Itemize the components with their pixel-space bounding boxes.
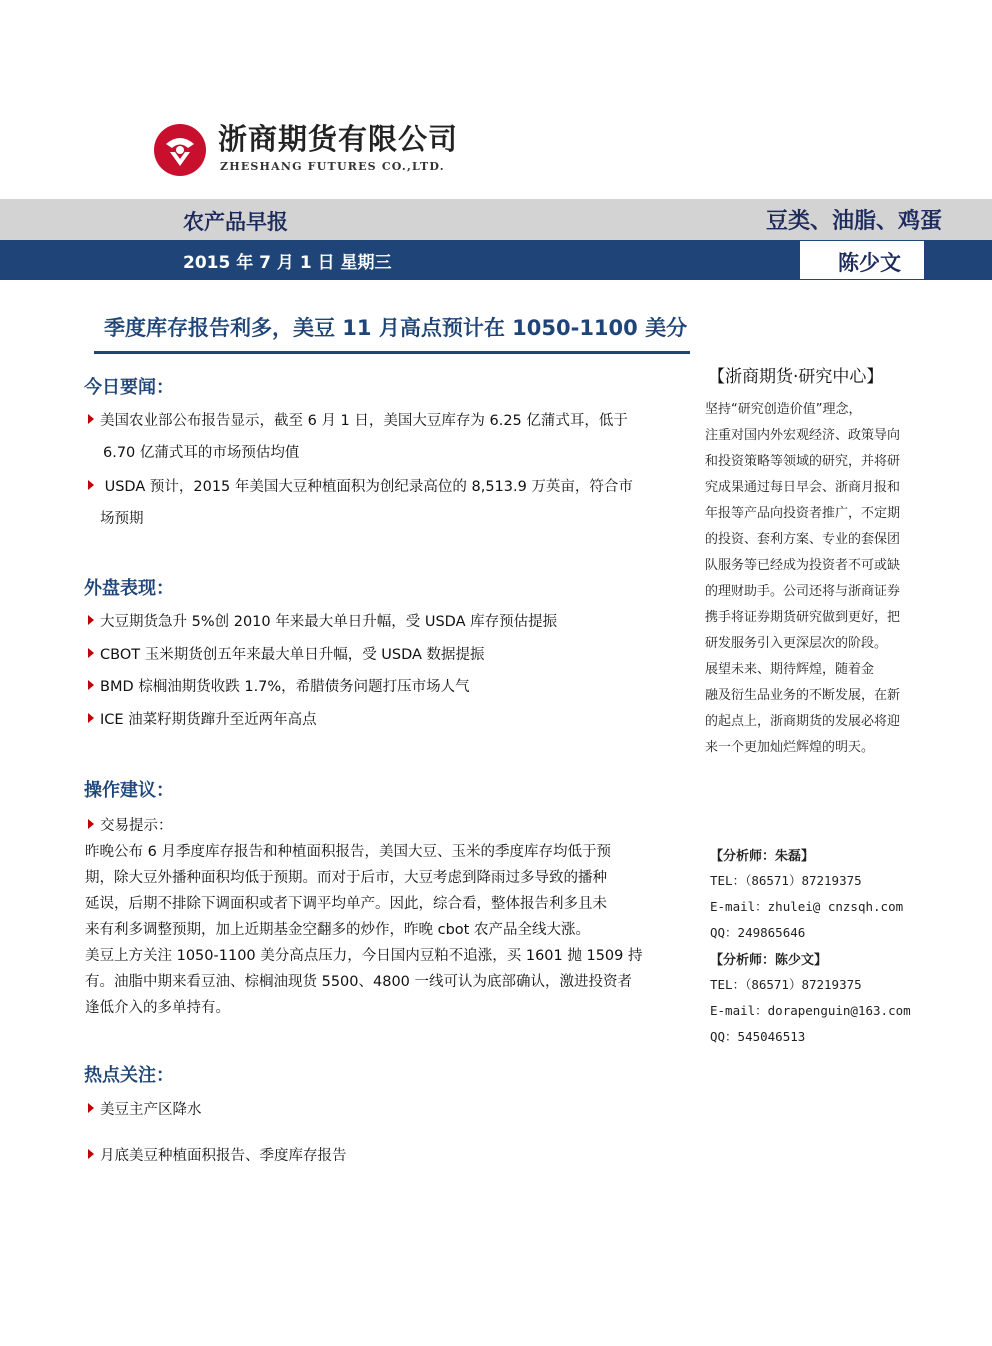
report-type: 农产品早报 [183, 210, 288, 234]
sidebar-line: 的起点上，浙商期货的发展必将迎 [705, 714, 901, 729]
sidebar-line: 究成果通过每日早会、浙商月报和 [705, 480, 901, 495]
advice-line: 有。油脂中期来看豆油、棕榈油现货 5500、4800 一线可认为底部确认，激进投资者 [85, 974, 633, 990]
section-title-external: 外盘表现： [84, 578, 174, 599]
list-item: 美国农业部公布报告显示，截至 6 月 1 日，美国大豆库存为 6.25 亿蒲式耳，低于 [88, 411, 628, 431]
bullet-arrow-icon [88, 414, 94, 424]
bullet-arrow-icon [88, 1103, 94, 1113]
list-item: CBOT 玉米期货创五年来最大单日升幅，受 USDA 数据提振 [88, 645, 485, 665]
sidebar-line: 来一个更加灿烂辉煌的明天。 [705, 740, 875, 755]
sidebar-line: 的理财助手。公司还将与浙商证券 [705, 584, 901, 599]
analyst-name: 【分析师：陈少文】 [710, 953, 828, 968]
list-item: USDA 预计，2015 年美国大豆种植面积为创纪录高位的 8,513.9 万英亩，符合市 [88, 477, 633, 497]
bullet-arrow-icon [88, 1149, 94, 1159]
analyst-qq: QQ：545046513 [710, 1029, 806, 1044]
headline: 季度库存报告利多，美豆 11 月高点预计在 1050-1100 美分 [104, 316, 688, 340]
sidebar-line: 和投资策略等领域的研究，并将研 [705, 454, 901, 469]
sidebar-line: 坚持“研究创造价值”理念， [705, 402, 862, 417]
list-item: 月底美豆种植面积报告、季度库存报告 [88, 1146, 347, 1166]
bullet-arrow-icon [88, 819, 94, 829]
logo-emblem-icon [152, 122, 208, 178]
company-logo [152, 122, 459, 178]
list-item: 美豆主产区降水 [88, 1100, 202, 1120]
sidebar-title: 【浙商期货·研究中心】 [708, 367, 884, 387]
company-name-en: ZHESHANG FUTURES CO.,LTD. [220, 160, 445, 173]
report-date: 2015 年 7 月 1 日 星期三 [183, 253, 392, 273]
advice-line: 来有利多调整预期，加上近期基金空翻多的炒作，昨晚 cbot 农产品全线大涨。 [85, 922, 590, 938]
trade-tip-label: 交易提示： [88, 816, 173, 836]
list-item: ICE 油菜籽期货蹿升至近两年高点 [88, 710, 317, 730]
company-name-cn: 浙商期货有限公司 [218, 122, 459, 156]
section-title-news: 今日要闻： [84, 377, 174, 398]
report-categories: 豆类、油脂、鸡蛋 [765, 209, 942, 234]
analyst-name: 【分析师：朱磊】 [710, 849, 815, 864]
advice-line: 期，除大豆外播种面积均低于预期。而对于后市，大豆考虑到降雨过多导致的播种 [85, 870, 607, 886]
headline-rule [94, 351, 690, 354]
analyst-tel: TEL：（86571）87219375 [710, 977, 862, 992]
sidebar-line: 展望未来、期待辉煌，随着金 [705, 662, 875, 677]
bullet-arrow-icon [88, 480, 94, 490]
bullet-arrow-icon [88, 648, 94, 658]
analyst-qq: QQ：249865646 [710, 925, 806, 940]
analyst-email: E-mail：zhulei@ cnzsqh.com [710, 899, 904, 914]
analyst-tel: TEL：（86571）87219375 [710, 873, 862, 888]
analyst-email: E-mail：dorapenguin@163.com [710, 1003, 911, 1018]
sidebar-line: 的投资、套利方案、专业的套保团 [705, 532, 901, 547]
section-title-advice: 操作建议： [84, 780, 174, 801]
advice-line: 昨晚公布 6 月季度库存报告和种植面积报告，美国大豆、玉米的季度库存均低于预 [85, 844, 611, 860]
sidebar-line: 携手将证券期货研究做到更好，把 [705, 610, 901, 625]
advice-paragraph [85, 839, 690, 1021]
section-title-hotspots: 热点关注： [84, 1065, 174, 1086]
sidebar-line: 注重对国内外宏观经济、政策导向 [705, 428, 901, 443]
sidebar-line: 队服务等已经成为投资者不可或缺 [705, 558, 901, 573]
bullet-arrow-icon [88, 615, 94, 625]
advice-line: 美豆上方关注 1050-1100 美分高点压力，今日国内豆粕不追涨，买 1601 抛 1509 持 [85, 948, 643, 964]
sidebar-line: 融及衍生品业务的不断发展，在新 [705, 688, 901, 703]
bullet-arrow-icon [88, 680, 94, 690]
list-item: BMD 棕榈油期货收跌 1.7%，希腊债务问题打压市场人气 [88, 677, 470, 697]
sidebar-line: 研发服务引入更深层次的阶段。 [705, 636, 888, 651]
list-item-continuation: 6.70 亿蒲式耳的市场预估均值 [103, 445, 300, 461]
list-item-continuation: 场预期 [100, 511, 144, 527]
advice-line: 逢低介入的多单持有。 [85, 1000, 230, 1016]
report-author: 陈少文 [838, 251, 901, 275]
sidebar-line: 年报等产品向投资者推广，不定期 [705, 506, 901, 521]
list-item: 大豆期货急升 5%创 2010 年来最大单日升幅，受 USDA 库存预估提振 [88, 612, 557, 632]
advice-line: 延误，后期不排除下调面积或者下调平均单产。因此，综合看，整体报告利多且未 [85, 896, 607, 912]
bullet-arrow-icon [88, 713, 94, 723]
